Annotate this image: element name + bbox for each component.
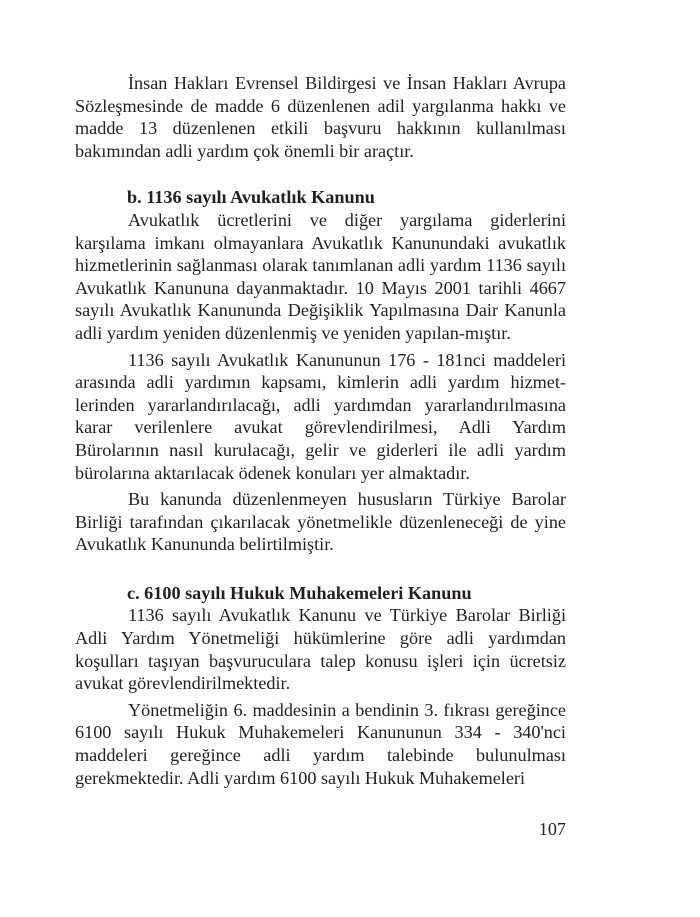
spacer: [75, 166, 566, 186]
section-c-heading: c. 6100 sayılı Hukuk Muhakemeleri Kanunu: [127, 582, 472, 603]
page-number: 107: [538, 819, 566, 839]
document-page: [75, 72, 566, 793]
intro-paragraph: İnsan Hakları Evrensel Bildirgesi ve İnsan Hakları Avrupa Sözleşmesinde de madde 6 düzenlenen adil yargılanma hakkı ve madde 13 düzenlenen etkili başvuru hakkının kullanılması bakımından adli yardım çok önemli bir araçtır.: [75, 73, 566, 161]
section-c-paragraph-2: Yönetmeliğin 6. maddesinin a bendinin 3. fıkrası gereğince 6100 sayılı Hukuk Muhakemeleri Kanununun 334 - 340'nci maddeleri gereğince adli yardım talebinde bulunulması gerekmektedir. Adli yardım 6100 sayılı Hukuk Muhakemeleri: [75, 699, 566, 788]
section-b-paragraph-3: Bu kanunda düzenlenmeyen hususların Türkiye Barolar Birliği tarafından çıkarılacak yönetmelikle düzenleneceği de yine Avukatlık Kanununda belirtilmiştir.: [75, 489, 566, 555]
section-b-paragraph-1: Avukatlık ücretlerini ve diğer yargılama giderlerini karşılama imkanı olmayanlara Avukatlık Kanunundaki avukatlık hizmetlerinin sağlanması olarak tanımlanan adli yardım 1136 sayılı Avukatlık Kanununa dayanmaktadır. 10 Mayıs 2001 tarihli 4667 sayılı Avukatlık Kanununda Değişiklik Yapılmasına Dair Kanunla adli yardım yeniden düzenlenmiş ve yeniden yapılan-mıştır.: [75, 209, 566, 343]
spacer: [75, 560, 566, 582]
section-b-paragraph-2: 1136 sayılı Avukatlık Kanununun 176 - 181nci maddeleri arasında adli yardımın kapsamı, kimlerin adli yardım hizmet-lerinden yararlandırılacağı, adli yardımdan yararlandırılmasına karar verilenlere avukat görevlendirilmesi, Adli Yardım Bürolarının nasıl kurulacağı, gelir ve giderleri ile adli yardım bürolarına aktarılacak ödenek konuları yer almaktadır.: [75, 349, 566, 483]
section-c-paragraph-1: 1136 sayılı Avukatlık Kanunu ve Türkiye Barolar Birliği Adli Yardım Yönetmeliği hükümlerine göre adli yardımdan koşulları taşıyan başvuruculara talep konusu işleri için ücretsiz avukat görevlendirilmektedir.: [75, 605, 566, 694]
section-b-heading: b. 1136 sayılı Avukatlık Kanunu: [127, 187, 375, 208]
